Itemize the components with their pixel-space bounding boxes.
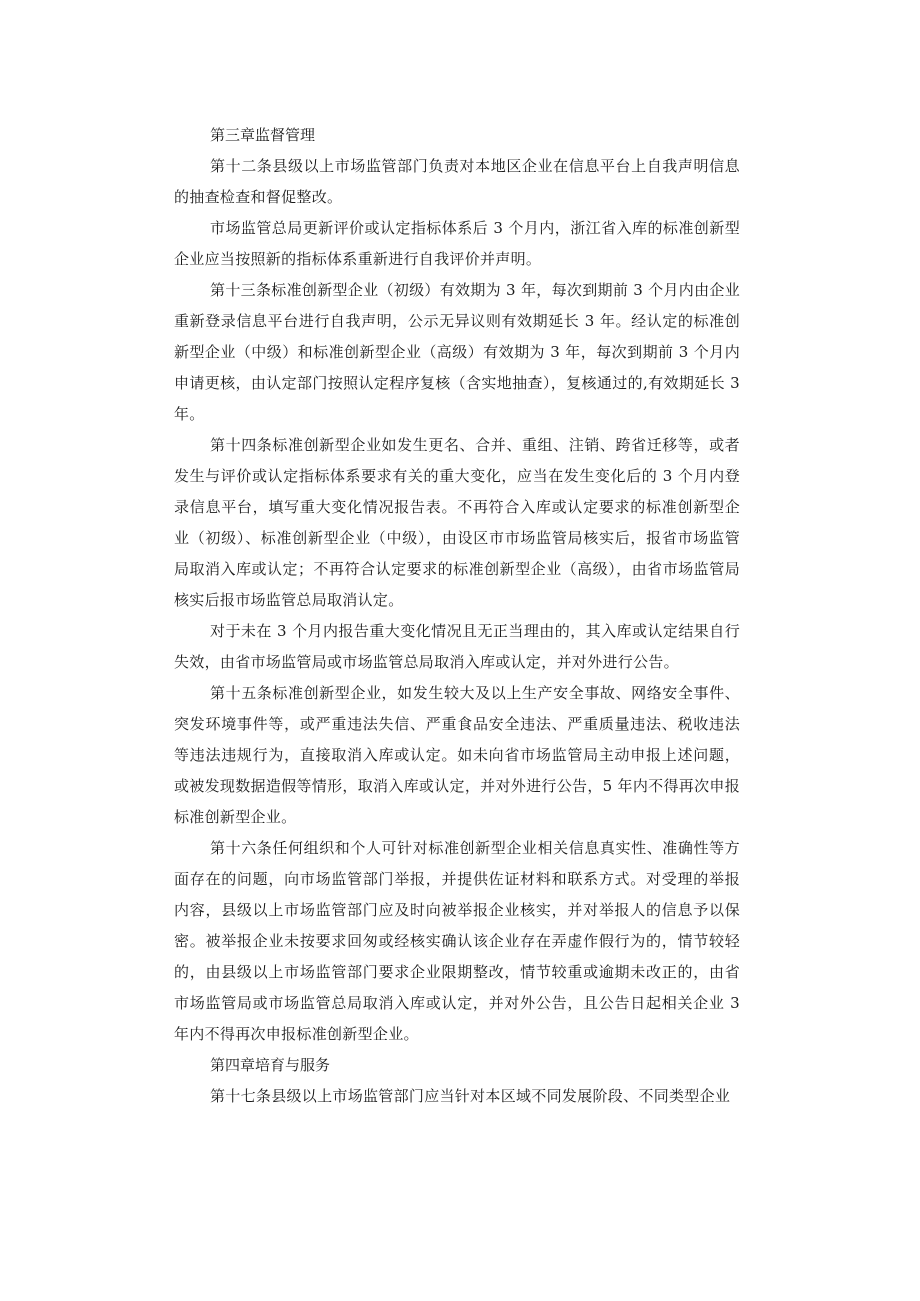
article-17-paragraph: 第十七条县级以上市场监管部门应当针对本区域不同发展阶段、不同类型企业 xyxy=(210,1087,731,1105)
article-13-paragraph: 第十三条标准创新型企业（初级）有效期为 3 年，每次到期前 3 个月内由企业重新登录信息平台进行自我声明，公示无异议则有效期延长 3 年。经认定的标准创新型企业（中级）和标准创新型企业（高级）有效期为 3 年，每次到期前 3 个月内申请更核，由认定部门按照认定程序复核（含实地抽查），复核通过的,有效期延长 3 年。 xyxy=(174,281,740,423)
article-15-paragraph: 第十五条标准创新型企业，如发生较大及以上生产安全事故、网络安全事件、突发环境事件等，或严重违法失信、严重食品安全违法、严重质量违法、税收违法等违法违规行为，直接取消入库或认定。如未向省市场监管局主动申报上述问题，或被发现数据造假等情形，取消入库或认定，并对外进行公告，5 年内不得再次申报标准创新型企业。 xyxy=(174,684,740,826)
article-14-paragraph: 第十四条标准创新型企业如发生更名、合并、重组、注销、跨省迁移等，或者发生与评价或认定指标体系要求有关的重大变化，应当在发生变化后的 3 个月内登录信息平台，填写重大变化情况报告表。不再符合入库或认定要求的标准创新型企业（初级）、标准创新型企业（中级），由设区市市场监管局核实后，报省市场监管局取消入库或认定；不再符合认定要求的标准创新型企业（高级），由省市场监管局核实后报市场监管总局取消认定。 xyxy=(174,436,740,609)
chapter-4-heading: 第四章培育与服务 xyxy=(210,1056,331,1074)
chapter-3-heading: 第三章监督管理 xyxy=(210,126,316,144)
unreported-change-paragraph: 对于未在 3 个月内报告重大变化情况且无正当理由的，其入库或认定结果自行失效，由省市场监管局或市场监管总局取消入库或认定，并对外进行公告。 xyxy=(174,622,740,671)
article-16-paragraph: 第十六条任何组织和个人可针对标准创新型企业相关信息真实性、准确性等方面存在的问题，向市场监管部门举报，并提供佐证材料和联系方式。对受理的举报内容，县级以上市场监管部门应及时向被举报企业核实，并对举报人的信息予以保密。被举报企业未按要求回匆或经核实确认该企业存在弄虚作假行为的，情节较轻的，由县级以上市场监管部门要求企业限期整改，情节较重或逾期未改正的，由省市场监管局或市场监管总局取消入库或认定，并对外公告，且公告日起相关企业 3 年内不得再次申报标准创新型企业。 xyxy=(174,839,740,1043)
article-12-paragraph: 第十二条县级以上市场监管部门负责对本地区企业在信息平台上自我声明信息的抽查检查和督促整改。 xyxy=(174,157,740,206)
indicator-update-paragraph: 市场监管总局更新评价或认定指标体系后 3 个月内，浙江省入库的标准创新型企业应当按照新的指标体系重新进行自我评价并声明。 xyxy=(174,219,740,268)
document-page xyxy=(174,120,740,1112)
